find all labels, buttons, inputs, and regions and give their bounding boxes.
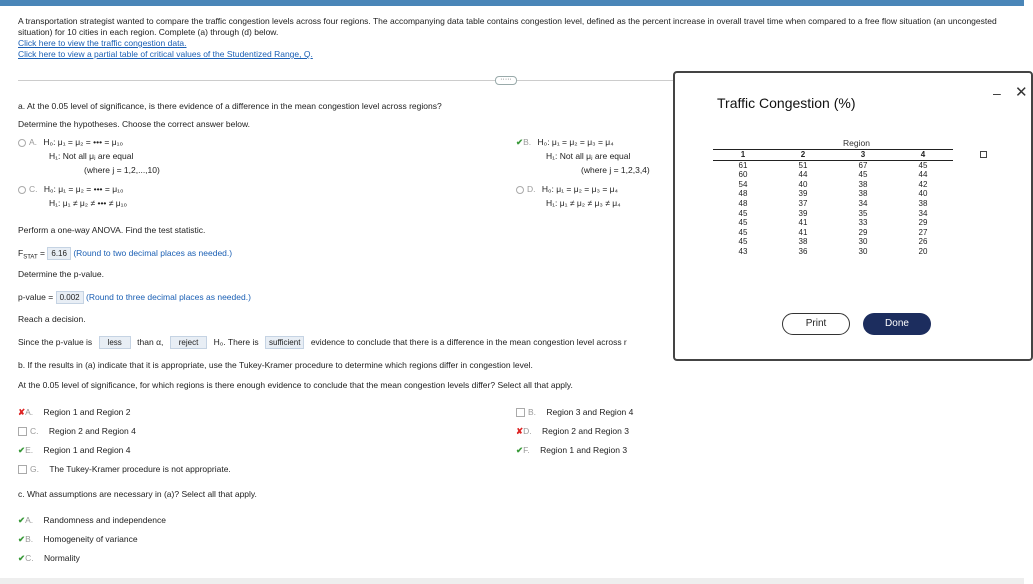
fstat-equals: = [40, 248, 45, 258]
decision-prompt: Reach a decision. [18, 314, 86, 324]
option-letter: A. [25, 515, 34, 525]
part-b-option-d[interactable] [516, 426, 629, 437]
table-cell: 30 [858, 237, 868, 247]
column-header: 4 [893, 150, 953, 161]
table-cell: 48 [738, 189, 748, 199]
option-letter: D. [523, 426, 532, 436]
radio-icon[interactable] [516, 186, 524, 194]
panel-title: Traffic Congestion (%) [717, 95, 856, 111]
close-icon[interactable]: ✕ [1015, 84, 1028, 101]
table-cell: 40 [918, 189, 928, 199]
checkbox-icon[interactable] [18, 427, 27, 436]
option-label: Region 2 and Region 3 [542, 426, 629, 436]
table-cell: 37 [798, 198, 808, 208]
top-accent-bar [0, 0, 1024, 6]
section-divider [18, 80, 673, 81]
table-row [713, 209, 953, 219]
studentized-range-link[interactable]: Click here to view a partial table of critical values of the Studentized Range, Q. [18, 49, 313, 59]
bottom-strip [0, 578, 1024, 584]
option-letter: G. [30, 464, 39, 474]
correct-check-icon: ✔ [18, 553, 26, 563]
table-cell: 48 [738, 198, 748, 208]
table-cell: 27 [918, 227, 928, 237]
table-cell: 30 [858, 246, 868, 256]
table-cell: 35 [858, 208, 868, 218]
option-letter: E. [25, 445, 34, 455]
table-cell: 38 [798, 237, 808, 247]
since-text-4: evidence to conclude that there is a difference in the mean congestion level across r [310, 337, 627, 347]
table-cell: 39 [798, 189, 808, 199]
pvalue-label: p-value = [18, 292, 54, 302]
option-letter: B. [25, 534, 34, 544]
option-label: Region 1 and Region 4 [43, 445, 131, 455]
part-b-option-b[interactable] [516, 407, 633, 417]
table-row [713, 218, 953, 228]
fstat-sub: STAT [23, 254, 38, 261]
option-a-h1: H₁: Not all μⱼ are equal [49, 151, 134, 161]
table-row [713, 189, 953, 199]
traffic-data-link[interactable]: Click here to view the traffic congestion data. [18, 38, 187, 48]
pvalue-row [18, 291, 251, 304]
table-cell: 33 [858, 218, 868, 228]
option-letter: C. [30, 426, 39, 436]
table-row [713, 160, 953, 170]
table-cell: 38 [918, 198, 928, 208]
option-d-radio[interactable] [516, 184, 618, 194]
option-a-h0: H₀: μ₁ = μ₂ = ••• = μ₁₀ [43, 137, 124, 147]
fstat-row [18, 247, 232, 261]
table-cell: 51 [798, 160, 808, 170]
option-letter: A. [25, 407, 34, 417]
pvalue-prompt: Determine the p-value. [18, 269, 104, 279]
option-d-h0: H₀: μ₁ = μ₂ = μ₃ = μ₄ [541, 184, 619, 194]
option-letter: C. [29, 184, 38, 194]
part-c-question: c. What assumptions are necessary in (a)? Select all that apply. [18, 489, 257, 499]
option-letter: C. [25, 553, 34, 563]
since-text-2: than α, [137, 337, 164, 347]
table-cell: 67 [858, 160, 868, 170]
option-label: Randomness and independence [43, 515, 166, 525]
table-cell: 45 [918, 160, 928, 170]
part-b-option-g[interactable] [18, 464, 231, 474]
option-label: Region 3 and Region 4 [546, 407, 634, 417]
column-header: 1 [713, 150, 773, 161]
option-c-h0: H₀: μ₁ = μ₂ = ••• = μ₁₀ [43, 184, 124, 194]
option-letter: F. [523, 445, 530, 455]
table-cell: 34 [858, 198, 868, 208]
option-label: Region 1 and Region 3 [540, 445, 628, 455]
region-label: Region [843, 138, 870, 148]
option-letter: A. [29, 137, 38, 147]
option-letter: D. [527, 184, 536, 194]
since-text-3: H₀. There is [213, 337, 259, 347]
table-row [713, 247, 953, 257]
table-row [713, 228, 953, 238]
problem-intro [18, 16, 1018, 60]
option-b-radio[interactable] [516, 137, 614, 148]
option-letter: B. [523, 137, 532, 147]
part-b-option-f[interactable] [516, 445, 627, 456]
option-a-where: (where j = 1,2,...,10) [84, 165, 160, 175]
part-c-option-a[interactable] [18, 515, 166, 526]
correct-check-icon: ✔ [516, 137, 524, 147]
table-row [713, 237, 953, 247]
part-c-option-c[interactable] [18, 553, 80, 564]
option-a-radio[interactable] [18, 137, 123, 147]
anova-prompt: Perform a one-way ANOVA. Find the test statistic. [18, 225, 206, 235]
table-row [713, 180, 953, 190]
part-a-question: a. At the 0.05 level of significance, is there evidence of a difference in the mean congestion level across regions? [18, 101, 442, 111]
correct-check-icon: ✔ [18, 515, 26, 525]
option-b-h1: H₁: Not all μⱼ are equal [546, 151, 631, 161]
table-cell: 60 [738, 170, 748, 180]
table-cell: 34 [918, 208, 928, 218]
table-cell: 40 [798, 179, 808, 189]
copy-table-icon[interactable] [980, 151, 987, 158]
table-cell: 41 [798, 227, 808, 237]
table-cell: 45 [738, 218, 748, 228]
option-d-h1: H₁: μ₁ ≠ μ₂ ≠ μ₃ ≠ μ₄ [546, 198, 621, 208]
option-label: The Tukey-Kramer procedure is not appropriate. [49, 464, 231, 474]
radio-icon[interactable] [18, 139, 26, 147]
table-cell: 54 [738, 179, 748, 189]
option-label: Region 2 and Region 4 [48, 426, 136, 436]
fstat-answer[interactable]: 6.16 [47, 247, 71, 260]
table-cell: 45 [858, 170, 868, 180]
done-button[interactable]: Done [863, 313, 931, 335]
incorrect-x-icon: ✘ [516, 426, 524, 436]
table-row [713, 170, 953, 180]
part-c-option-b[interactable] [18, 534, 138, 545]
hypotheses-prompt: Determine the hypotheses. Choose the correct answer below. [18, 119, 250, 129]
since-text-1: Since the p-value is [18, 337, 93, 347]
table-cell: 44 [798, 170, 808, 180]
table-cell: 42 [918, 179, 928, 189]
part-b-option-c[interactable] [18, 426, 136, 436]
table-cell: 29 [858, 227, 868, 237]
sufficient-dropdown[interactable]: sufficient [265, 336, 304, 349]
table-cell: 26 [918, 237, 928, 247]
table-cell: 38 [858, 179, 868, 189]
option-c-radio[interactable] [18, 184, 124, 194]
table-cell: 44 [918, 170, 928, 180]
part-b-sub: At the 0.05 level of significance, for which regions is there enough evidence to conclude that the mean congestion levels differ? Select all that apply. [18, 380, 573, 390]
pvalue-answer[interactable]: 0.002 [56, 291, 84, 304]
table-cell: 39 [798, 208, 808, 218]
option-label: Homogeneity of variance [43, 534, 138, 544]
table-cell: 20 [918, 246, 928, 256]
more-button[interactable]: ····· [495, 76, 517, 85]
pvalue-hint: (Round to three decimal places as needed.) [86, 292, 251, 302]
radio-icon[interactable] [18, 186, 26, 194]
correct-check-icon: ✔ [18, 534, 26, 544]
option-label: Normality [44, 553, 80, 563]
option-c-h1: H₁: μ₁ ≠ μ₂ ≠ ••• ≠ μ₁₀ [49, 198, 128, 208]
reject-dropdown[interactable]: reject [170, 336, 208, 349]
checkbox-icon[interactable] [18, 465, 27, 474]
conclusion-row [18, 336, 627, 349]
table-cell: 61 [738, 160, 748, 170]
table-cell: 29 [918, 218, 928, 228]
table-cell: 45 [738, 208, 748, 218]
table-cell: 45 [738, 237, 748, 247]
intro-text: A transportation strategist wanted to compare the traffic congestion levels across four regions. The accompanying data table contains congestion level, defined as the percent increase in overall travel time when compared to a free flow situation (an uncongested situation) for 10 cities in each region. Complete (a) through (d) below. [18, 16, 997, 37]
checkbox-icon[interactable] [516, 408, 525, 417]
option-b-where: (where j = 1,2,3,4) [581, 165, 650, 175]
option-b-h0: H₀: μ₁ = μ₂ = μ₃ = μ₄ [537, 137, 614, 147]
part-b-option-e[interactable] [18, 445, 131, 456]
table-cell: 45 [738, 227, 748, 237]
print-button[interactable]: Print [782, 313, 850, 335]
table-cell: 43 [738, 246, 748, 256]
option-label: Region 1 and Region 2 [43, 407, 131, 417]
since-less-dropdown[interactable]: less [99, 336, 131, 349]
fstat-hint: (Round to two decimal places as needed.) [73, 248, 233, 258]
fstat-label: F [18, 248, 24, 258]
option-letter: B. [528, 407, 537, 417]
incorrect-x-icon: ✘ [18, 407, 26, 417]
minimize-icon[interactable]: – [993, 85, 1001, 101]
table-cell: 36 [798, 246, 808, 256]
correct-check-icon: ✔ [18, 445, 26, 455]
table-header-row [713, 150, 953, 161]
traffic-congestion-panel [673, 71, 1033, 361]
column-header: 3 [833, 150, 893, 161]
correct-check-icon: ✔ [516, 445, 524, 455]
table-cell: 38 [858, 189, 868, 199]
column-header: 2 [773, 150, 833, 161]
congestion-table [713, 149, 953, 257]
table-row [713, 199, 953, 209]
table-cell: 41 [798, 218, 808, 228]
part-b-option-a[interactable] [18, 407, 131, 418]
part-b-question: b. If the results in (a) indicate that it is appropriate, use the Tukey-Kramer procedure to determine which regions differ in congestion level. [18, 360, 533, 370]
